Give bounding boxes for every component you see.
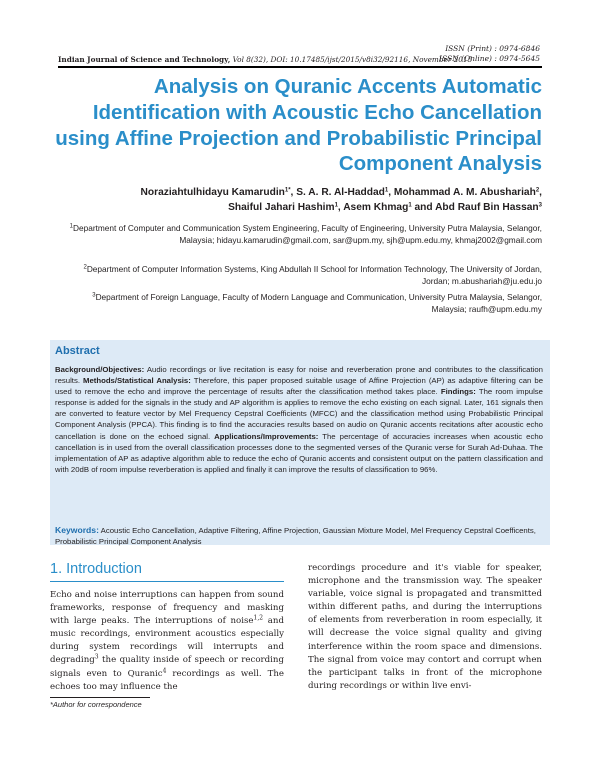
body-column-right: recordings procedure and it's viable for speaker, microphone and the transmission way. The speaker variable, voice signal is propagated and transmitted within different paths, and during the interruptions of elements from reverberation in room especially, it will decrease the voice signal quality and giving interference within the room space and dimensions. The signal from voice may contort and corrupt when the participant talks in front of the microphone during recordings or within live envi- xyxy=(308,563,542,691)
author-sep: , xyxy=(539,187,542,198)
citation: 1,2 xyxy=(253,614,264,622)
author-list xyxy=(72,186,542,215)
author-4-affil: 1 xyxy=(334,202,338,208)
methods-text: Therefore, this paper proposed suitable usage of Affine Projection (AP) as adaptive filtering can be used to remove the echo and improve the percentage of results after the classification method takes place. xyxy=(55,376,544,397)
author-sep: , xyxy=(388,187,394,198)
background-label: Background/Objectives: xyxy=(55,365,145,374)
affiliation-2 xyxy=(62,263,542,287)
issn-print: ISSN (Print) : 0974-6846 xyxy=(445,44,540,53)
author-2: S. A. R. Al-Haddad xyxy=(296,187,385,198)
author-5-affil: 1 xyxy=(408,202,412,208)
author-5: Asem Khmag xyxy=(343,201,409,213)
issn-online: ISSN (Online) : 0974-5645 xyxy=(439,54,540,63)
header-divider xyxy=(58,66,542,68)
author-sep: and xyxy=(411,201,436,213)
affiliation-1 xyxy=(62,222,542,246)
author-sep: , xyxy=(337,201,344,213)
affiliation-number: 3 xyxy=(92,292,96,299)
affiliation-3 xyxy=(62,291,542,315)
affiliation-text: Department of Foreign Language, Faculty of Modern Language and Communication, University Putra Malaysia, Selangor, Malaysia; raufh@upm.edu.my xyxy=(95,292,542,315)
findings-text: The room impulse response is added for the signals in the study and AP algorithm is applies to remove the echo existing on each signal. Later, 161 signals then are converted to feature vector by Mel Frequency Cepstral Coefficients (MFCC) and the classification method using Probabilistic Principal Component Analysis (PPCA). This finding is to find the accuracies results based on audio on Quranic accents recitations after acoustic echo cancellation is done on the echoed signal. xyxy=(55,387,543,441)
applications-text: The percentage of accuracies increases when acoustic echo cancellation is in used from the overall classification processes done to the segmented verses of the Quranic verse for Surah Ad-Duhaa. The implementation of AP as adaptive algorithm able to reduce the echo of Quranic accents and consistent output on the pattern classification and with 20dB of room impulse reverberation is applied and finally it can improve the results of classification to 96%. xyxy=(55,431,543,474)
keywords-text: Acoustic Echo Cancellation, Adaptive Filtering, Affine Projection, Gaussian Mixture Model, Mel Frequency Cepstral Coefficents, Probabilistic Principal Component Analysis xyxy=(55,526,536,547)
citation: 4 xyxy=(162,667,167,675)
intro-text: Echo and noise interruptions can happen from sound frameworks, response of frequency and masking with large peaks. The interruptions of noise xyxy=(50,590,284,627)
abstract-heading: Abstract xyxy=(55,345,100,357)
affiliation-number: 2 xyxy=(83,264,87,271)
findings-label: Findings: xyxy=(440,387,476,397)
body-column-left xyxy=(50,589,284,694)
methods-label: Methods/Statistical Analysis: xyxy=(83,376,191,386)
keywords-label: Keywords: xyxy=(55,525,99,535)
author-2-affil: 1 xyxy=(384,187,389,194)
author-1-affil: 1* xyxy=(284,187,291,194)
author-3-affil: 2 xyxy=(535,187,540,194)
footnote-divider xyxy=(50,697,150,698)
background-text: Audio recordings or live recitation is easy for noise and reverberation prone and contributes to the classification results. xyxy=(55,365,543,386)
section-heading-rule xyxy=(50,581,284,582)
author-6: Abd Rauf Bin Hassan xyxy=(435,201,539,213)
affiliation-text: Department of Computer and Communication System Engineering, Faculty of Engineering, University Putra Malaysia, Selangor, Malaysia; hidayu.kamarudin@gmail.com, sar@upm.my, sjh@upm.edu.my, khmaj2002@gmail.com xyxy=(72,223,542,246)
intro-text: the quality inside of speech or recording signals even to Quranic xyxy=(50,655,284,679)
author-1: Noraziahtulhidayu Kamarudin xyxy=(140,187,285,198)
abstract-body xyxy=(55,364,543,475)
section-heading-introduction: 1. Introduction xyxy=(50,561,142,577)
journal-details: Vol 8(32), DOI: 10.17485/ijst/2015/v8i32/92116, November 2015 xyxy=(232,55,473,64)
applications-label: Applications/Improvements: xyxy=(214,431,319,441)
intro-text: recordings as well. The echoes too may influence the xyxy=(50,668,284,692)
paper-title: Analysis on Quranic Accents Automatic Identification with Acoustic Echo Cancellation using Affine Projection and Probabilistic Principal Component Analysis xyxy=(55,75,542,176)
affiliation-text: Department of Computer Information Systems, King Abdullah II School for Information Technology, The University of Jordan, Jordan; m.abushariah@ju.edu.jo xyxy=(86,264,542,287)
affiliation-number: 1 xyxy=(69,223,73,230)
journal-name: Indian Journal of Science and Technology, xyxy=(58,55,231,64)
journal-citation xyxy=(58,55,472,64)
intro-text: and music recordings, environment acoustics especially during system recordings will interrupts and degrading xyxy=(50,616,284,666)
citation: 3 xyxy=(94,653,99,661)
keywords xyxy=(55,525,543,547)
author-6-affil: 3 xyxy=(538,202,542,208)
author-4: Shaiful Jahari Hashim xyxy=(228,201,335,213)
footnote-correspondence: *Author for correspondence xyxy=(50,700,142,709)
author-sep: , xyxy=(290,187,297,198)
author-3: Mohammad A. M. Abushariah xyxy=(393,187,536,198)
